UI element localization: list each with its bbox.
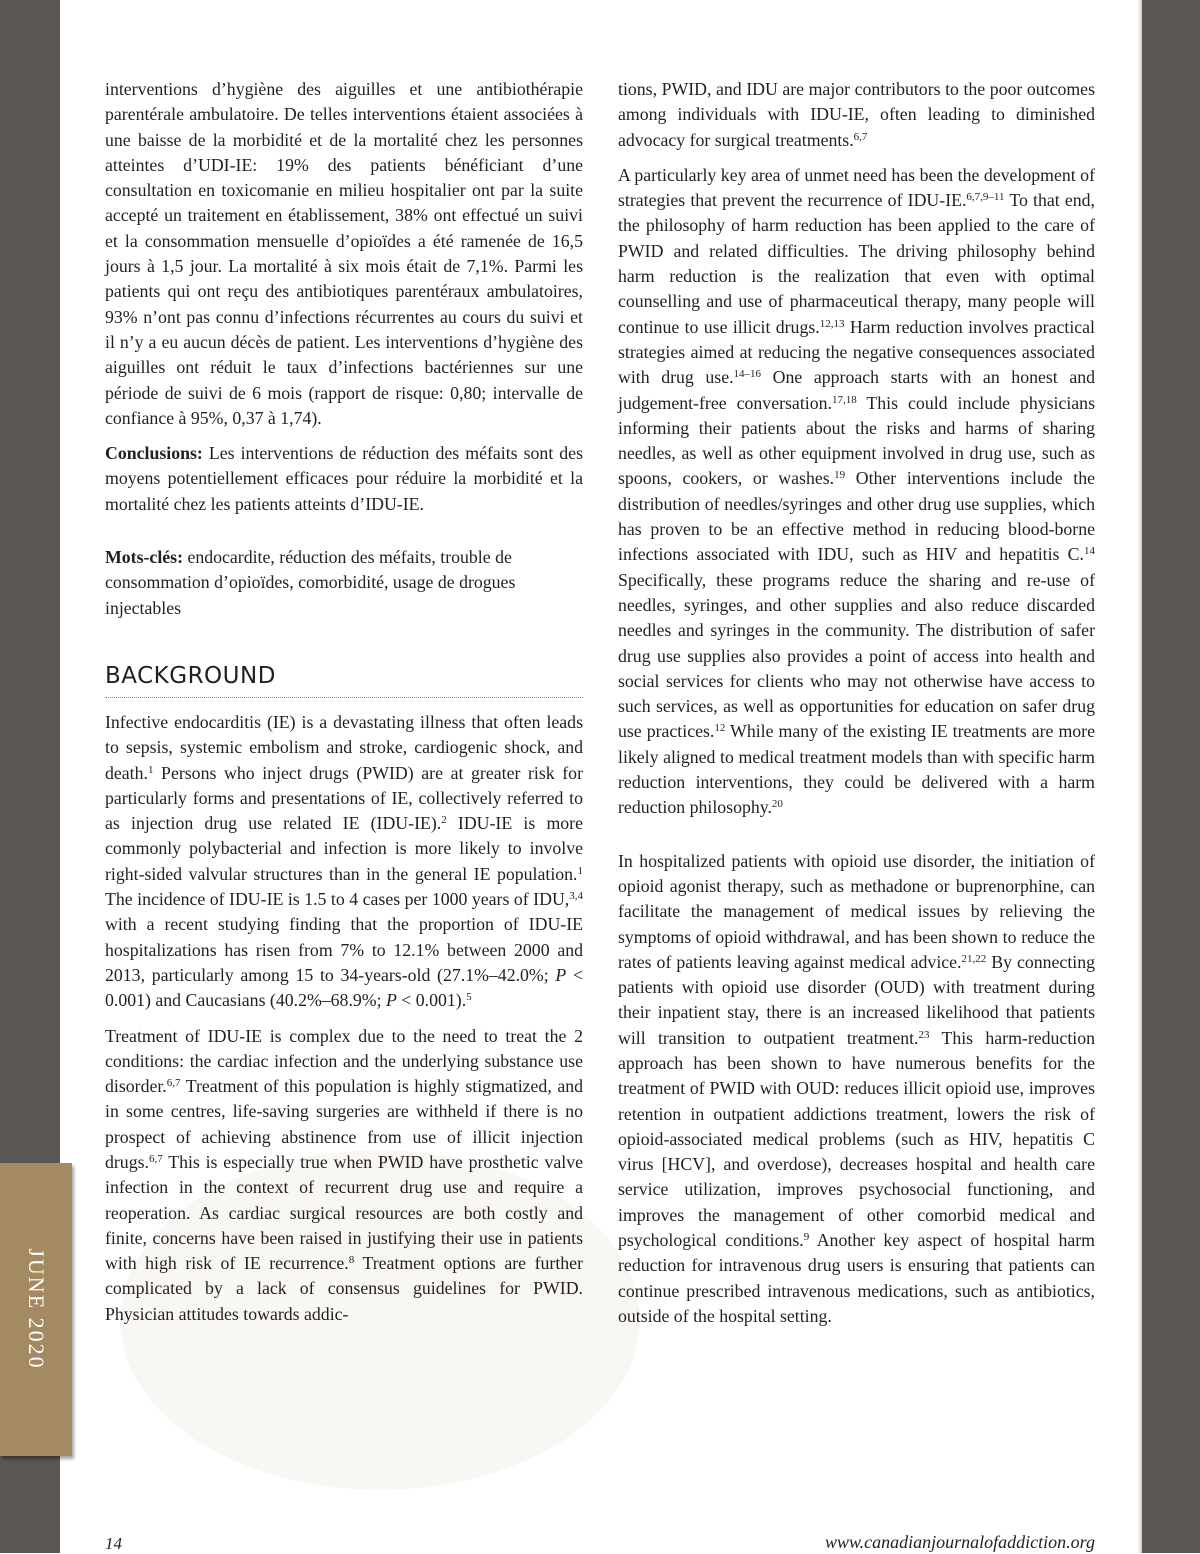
text-run: To that end, the philosophy of harm reduction has been applied to the care of PWID and related difficulties. The driving philosophy behind harm reduction is the realization that even with optimal counselling and use of pharmaceutical therapy, many people will continue to use illicit drugs.	[618, 190, 1095, 337]
citation: 8	[348, 1254, 355, 1267]
text-run: Other interventions include the distribution of needles/syringes and other drug use supplies, which has proven to be an effective method in reducing blood-borne infections associated with IDU, such as HIV and hepatitis C.	[618, 468, 1095, 565]
citation: 20	[771, 798, 783, 811]
right-paragraph-2	[618, 163, 1095, 821]
page-number: 14	[105, 1534, 122, 1553]
citation: 1	[147, 763, 154, 776]
p-value-symbol: P	[385, 990, 397, 1011]
right-margin-bar	[1142, 0, 1200, 1553]
text-run: In hospitalized patients with opioid use disorder, the initiation of opioid agonist therapy, such as methadone or buprenorphine, can facilitate the management of medical issues by relieving the symptoms of opioid withdrawal, and has been shown to reduce the rates of patients leaving against medical advice.	[618, 850, 1095, 972]
section-heading-background: BACKGROUND	[105, 661, 583, 698]
citation: 19	[834, 469, 846, 482]
text-run: Treatment options are further complicated by a lack of consensus guidelines for PWID. Physician attitudes towards addic-	[105, 1253, 583, 1324]
text-run: with a recent studying finding that the proportion of IDU-IE hospitalizations has risen from 7% to 12.1% between 2000 and 2013, particularly among 15 to 34-years-old (27.1%–42.0%;	[105, 914, 583, 985]
conclusions-paragraph	[105, 441, 583, 517]
text-run: Treatment of this population is highly stigmatized, and in some centres, life-saving surgeries are withheld if there is no prospect of achieving abstinence from use of illicit injection drugs.	[105, 1076, 583, 1172]
citation: 14–16	[733, 368, 762, 381]
text-run: Persons who inject drugs (PWID) are at greater risk for particularly forms and presentations of IE, collectively referred to as injection drug use related IE (IDU-IE).	[105, 762, 583, 834]
right-paragraph-3	[618, 849, 1095, 1330]
conclusions-label: Conclusions:	[105, 443, 203, 464]
text-run: This harm-reduction approach has been shown to have numerous benefits for the treatment of PWID with OUD: reduces illicit opioid use, improves retention in outpatient addictions treatment, lowers the risk of opioid-associated medical problems (such as HIV, hepatitis C virus [HCV], and overdose), decreases hospital and health care service utilization, improves psychosocial functioning, and improves the management of other comorbid medical and psychological conditions.	[618, 1027, 1095, 1251]
citation: 6,7	[166, 1077, 181, 1090]
text-run: One approach starts with an honest and judgement-free conversation.	[618, 367, 1095, 413]
text-run: < 0.001).	[396, 990, 467, 1011]
citation: 12	[714, 722, 726, 735]
text-run: Treatment of IDU-IE is complex due to the need to treat the 2 conditions: the cardiac infection and the underlying substance use disorder.	[105, 1025, 583, 1097]
text-run: Harm reduction involves practical strategies aimed at reducing the negative consequences associated with drug use.	[618, 316, 1095, 388]
citation: 6,7	[148, 1152, 163, 1165]
right-paragraph-1	[618, 77, 1095, 153]
background-paragraph-2	[105, 1024, 583, 1328]
citation: 17,18	[831, 393, 857, 406]
citation: 2	[441, 814, 447, 827]
month-tab	[0, 1163, 72, 1456]
text-run: By connecting patients with opioid use disorder (OUD) with treatment during their inpatient stay, there is an increased likelihood that patients will transition to outpatient treatment.	[618, 951, 1095, 1048]
background-paragraph-1	[105, 710, 583, 1014]
text-run: Specifically, these programs reduce the sharing and re-use of needles, syringes, and other supplies and also reduce discarded needles and syringes in the community. The distribution of safer drug use supplies also provides a point of access into health and social services for clients who may not otherwise have access to such services, as well as opportunities for education on safer drug use practices.	[618, 569, 1095, 742]
citation: 9	[803, 1231, 810, 1244]
keywords-text: endocardite, réduction des méfaits, trouble de consommation d’opioïdes, comorbidité, usage de drogues injectables	[105, 547, 516, 618]
text-run: Infective endocarditis (IE) is a devastating illness that often leads to sepsis, systemic embolism and stroke, cardiogenic shock, and death.	[105, 711, 583, 783]
text-run: This is especially true when PWID have prosthetic valve infection in the context of recurrent drug use and require a reoperation. As cardiac surgical resources are both costly and finite, concerns have been raised in justifying their use in patients with high risk of IE recurrence.	[105, 1151, 583, 1274]
text-run: IDU-IE is more commonly polybacterial and infection is more likely to involve right-sided valvular structures than in the general IE population.	[105, 813, 583, 884]
text-run: < 0.001) and Caucasians (40.2%–68.9%;	[105, 964, 583, 1011]
citation: 5	[466, 991, 472, 1004]
citation: 12,13	[819, 317, 845, 330]
citation: 23	[918, 1028, 930, 1041]
citation: 1	[577, 864, 583, 877]
text-run: tions, PWID, and IDU are major contributors to the poor outcomes among individuals with IDU-IE, often leading to diminished advocacy for surgical treatments.	[618, 79, 1095, 150]
text-run: This could include physicians informing their patients about the risks and harms of sharing needles, as well as other equipment involved in drug use, such as spoons, cookers, or washes.	[618, 392, 1095, 489]
left-column	[105, 77, 583, 1337]
text-run: Another key aspect of hospital harm reduction for intravenous drug users is ensuring that patients can continue prescribed intravenous medications, such as antibiotics, outside of the hospital setting.	[618, 1230, 1095, 1326]
citation: 21,22	[961, 952, 987, 965]
p-value-symbol: P	[555, 964, 567, 985]
month-label: JUNE 2020	[24, 1248, 49, 1370]
citation: 6,7	[853, 130, 868, 143]
journal-website-link[interactable]: www.canadianjournalofaddiction.org	[824, 1532, 1095, 1552]
citation: 3,4	[569, 890, 583, 903]
text-run: The incidence of IDU-IE is 1.5 to 4 cases per 1000 years of IDU,	[105, 889, 570, 910]
text-run: While many of the existing IE treatments are more likely aligned to medical treatment models than with specific harm reduction interventions, they could be delivered with a harm reduction philosophy.	[618, 721, 1095, 818]
keywords-label: Mots-clés:	[105, 547, 184, 568]
citation: 6,7,9–11	[966, 191, 1005, 204]
right-column	[618, 77, 1095, 1339]
abstract-results-paragraph: interventions d’hygiène des aiguilles et une antibiothérapie parentérale ambulatoire. De telles interventions étaient associées à une baisse de la morbidité et de la mortalité chez les personnes atteintes d’UDI-IE: 19% des patients bénéficiant d’une consultation en toxicomanie en milieu hospitalier ont par la suite accepté un traitement en établissement, 38% ont effectué un suivi et la consommation mensuelle d’opioïdes a été ramenée de 16,5 jours à 1,5 jour. La mortalité à six mois était de 7,1%. Parmi les patients qui ont reçu des antibiotiques parentéraux ambulatoires, 93% n’ont pas connu d’infections récurrentes au cours du suivi et il n’y a eu aucun décès de patient. Les interventions d’hygiène des aiguilles ont réduit le taux d’infections bactériennes sur une période de suivi de 6 mois (rapport de risque: 0,80; intervalle de confiance à 95%, 0,37 à 1,74).	[105, 79, 583, 428]
conclusions-text: Les interventions de réduction des méfaits sont des moyens potentiellement efficaces pour réduire la morbidité et la mortalité chez les patients atteints d’IDU-IE.	[105, 443, 583, 514]
keywords-paragraph	[105, 545, 583, 621]
citation: 14	[1084, 545, 1095, 558]
text-run: A particularly key area of unmet need has been the development of strategies that prevent the recurrence of IDU-IE.	[618, 164, 1095, 211]
